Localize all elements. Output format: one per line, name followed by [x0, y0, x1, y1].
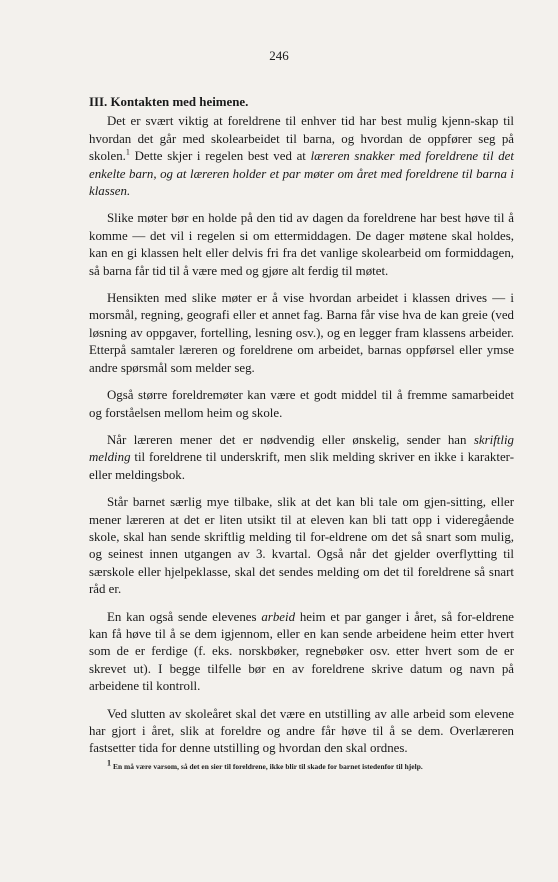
footnote	[107, 758, 507, 771]
page-number: 246	[269, 48, 289, 63]
paragraph-5-text-b: til foreldrene til underskrift, men slik melding skriver en ikke i karakter- eller meldingsbok.	[89, 450, 514, 482]
paragraph-4: Også større foreldremøter kan være et godt middel til å fremme samarbeidet og forståelsen mellom heim og skole.	[89, 388, 514, 420]
paragraph-5-emphasis: skriftlig melding	[89, 432, 514, 465]
footnote-reference: 1	[125, 147, 130, 157]
paragraph-2: Slike møter bør en holde på den tid av dagen da foreldrene har best høve til å komme — det vil i regelen si om ettermiddagen. De dager møtene skal holdes, kan en gi klassen helt eller delvis fri fra det vanlige skolearbeid om formiddagen, så barna får tid til å være med og gjøre alt ferdig til møtet.	[89, 211, 514, 278]
paragraph-1-emphasis: læreren snakker med foreldrene til det enkelte barn, og at læreren holder et par møter om året med foreldrene til barna i klassen.	[89, 149, 514, 199]
paragraph-7-text-a: En kan også sende elevenes	[107, 609, 262, 624]
footnote-mark: 1	[107, 758, 112, 768]
paragraph-1	[89, 113, 514, 200]
paragraph-1-text-b: Dette skjer i regelen best ved at	[129, 149, 311, 164]
paragraph-7-emphasis: arbeid	[261, 609, 296, 624]
paragraph-7	[89, 609, 514, 696]
paragraph-1-text-a: Det er svært viktig at foreldrene til enhver tid har best mulig kjenn-skap til hvordan det går med skolearbeidet til barna, og hvordan de oppfører seg på skolen.	[89, 114, 514, 164]
section-heading: III. Kontakten med heimene.	[89, 95, 249, 109]
paragraph-5-text-a: Når læreren mener det er nødvendig eller ønskelig, sender han	[107, 432, 474, 447]
paragraph-7-text-b: heim et par ganger i året, så for-eldrene kan få høve til å se dem igjennom, eller en kan sende arbeidene heim etter hvert som de er ferdige (f. eks. norskbøker, regnebøker osv. etter hvert som de er skrevet ut). I begge tilfelle bør en av foreldrene skrive datum og navn på arbeidene til kontroll.	[89, 609, 514, 694]
footnote-text: En må være varsom, så det en sier til foreldrene, ikke blir til skade for barnet istedenfor til hjelp.	[111, 762, 423, 771]
paragraph-8: Ved slutten av skoleåret skal det være en utstilling av alle arbeid som elevene har gjort i året, slik at foreldre og andre får høve til å se dem. Overlæreren fastsetter tida for denne utstilling og hvordan den skal ordnes.	[89, 706, 514, 756]
paragraph-6: Står barnet særlig mye tilbake, slik at det kan bli tale om gjen-sitting, eller mener læreren at det er liten utsikt til at eleven kan bli tatt opp i videregående skole, skal han sende skriftlig melding til for-eldrene om det så snart som mulig, og seinest innen utgangen av 3. kvartal. Også når det gjelder overflytting til særskole eller hjelpeklasse, skal det sendes melding om det til foreldrene så snart råd er.	[89, 495, 514, 597]
paragraph-3: Hensikten med slike møter er å vise hvordan arbeidet i klassen drives — i morsmål, regning, geografi eller et annet fag. Barna får vise hva de kan greie (ved løsning av oppgaver, fortelling, lesning osv.), og en legger fram klassens arbeider. Etterpå samtaler læreren og foreldrene om arbeidet, barnas oppførsel eller ymse andre spørsmål som melder seg.	[89, 291, 514, 375]
paragraph-5	[89, 432, 514, 484]
body-text	[89, 94, 514, 768]
